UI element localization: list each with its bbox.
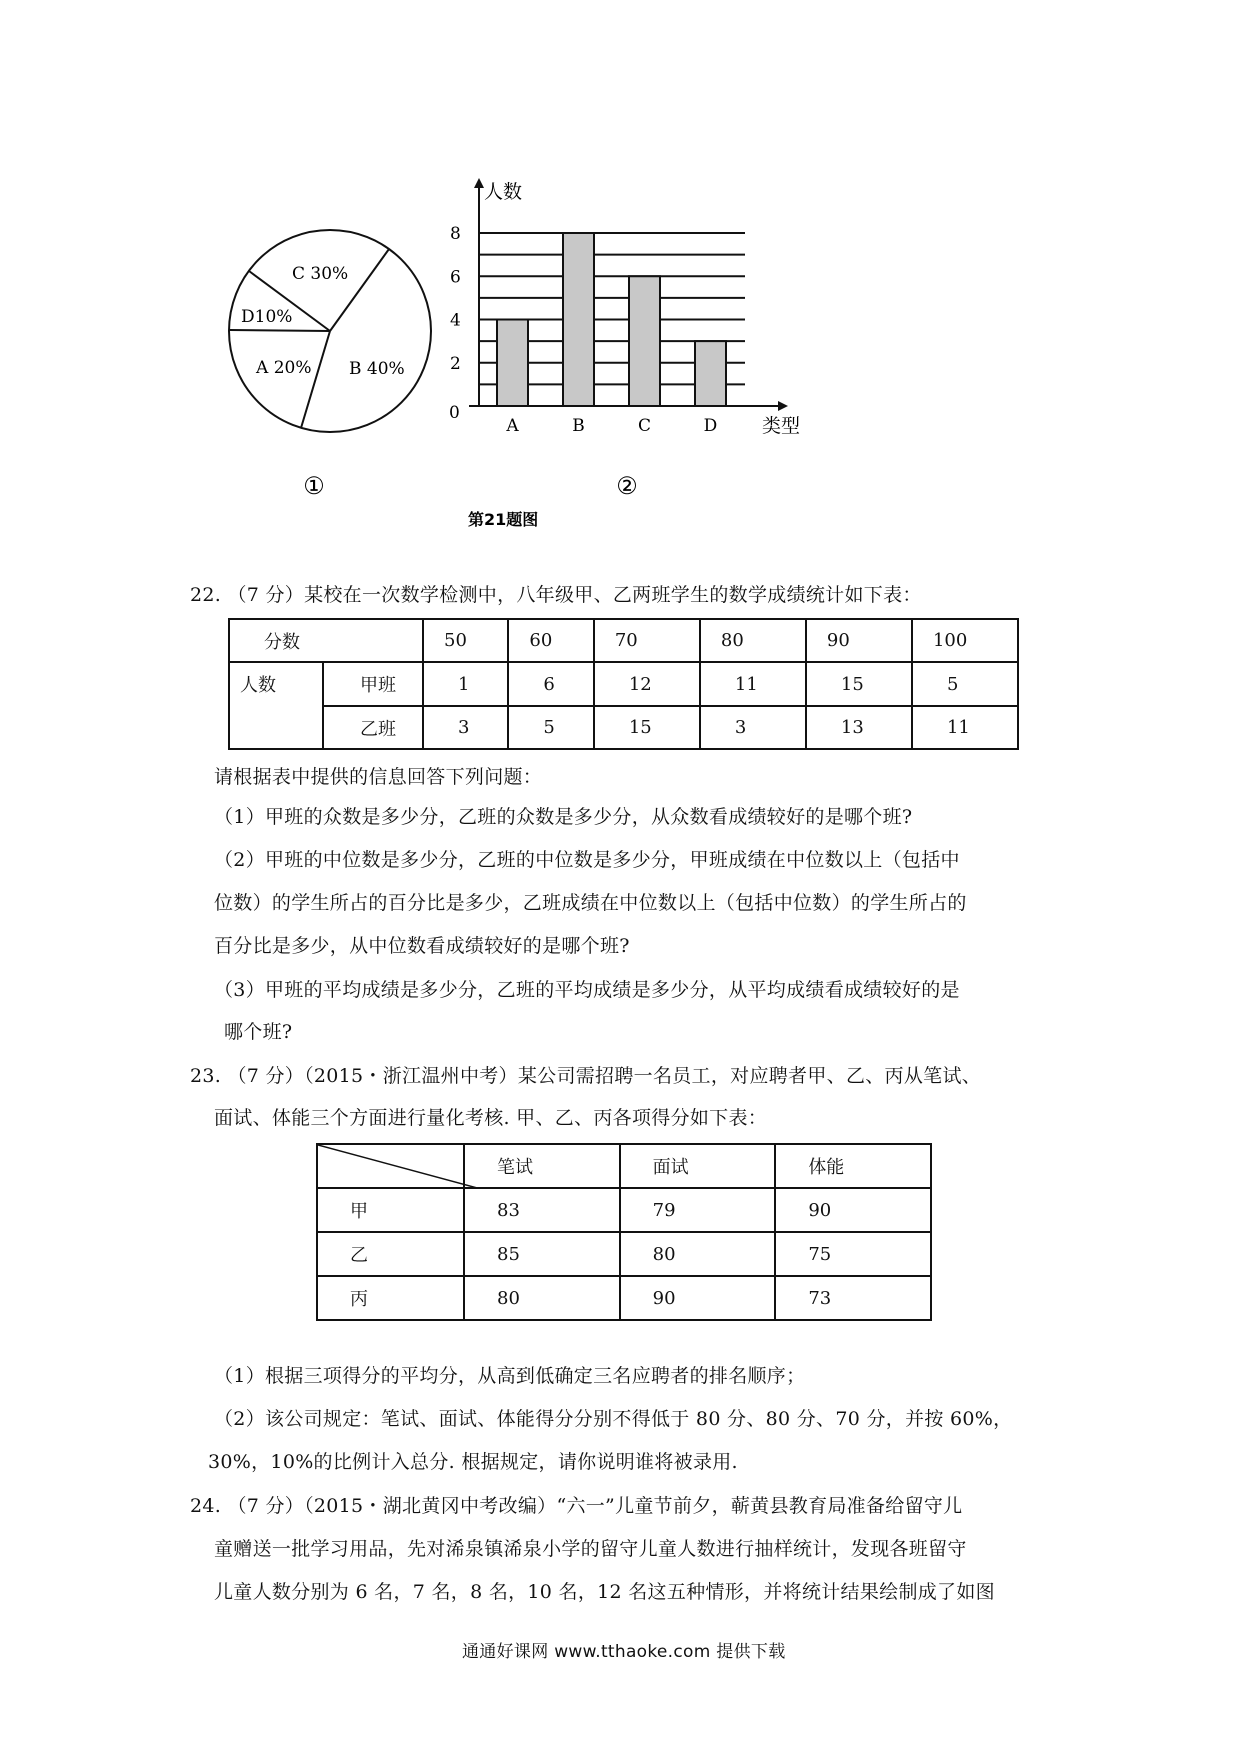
q22-score-cell: 80: [700, 619, 806, 662]
q23-line1: 23. （7 分）（2015・浙江温州中考）某公司需招聘一名员工，对应聘者甲、乙、丙从笔试、: [190, 1065, 982, 1087]
pie-chart: [229, 230, 431, 432]
q22-cell: 11: [700, 662, 806, 706]
q23-sub1: （1）根据三项得分的平均分，从高到低确定三名应聘者的排名顺序；: [214, 1365, 806, 1387]
q22-score-header: 分数: [229, 619, 423, 662]
pie-divider-b-a: [301, 331, 330, 428]
y-tick-label: 6: [450, 267, 461, 288]
q24-line2: 童赠送一批学习用品，先对浠泉镇浠泉小学的留守儿童人数进行抽样统计，发现各班留守: [214, 1538, 967, 1560]
q23-sub2-l1: （2）该公司规定：笔试、面试、体能得分分别不得低于 80 分、80 分、70 分，并按 60%，: [214, 1408, 1013, 1430]
pie-divider-a-d: [230, 330, 330, 331]
q22-sub3-l1: （3）甲班的平均成绩是多少分，乙班的平均成绩是多少分，从平均成绩看成绩较好的是: [214, 979, 960, 1001]
q22-prompt: 请根据表中提供的信息回答下列问题：: [214, 766, 543, 788]
x-tick-label: A: [506, 416, 519, 436]
pie-slice-b-label: B 40%: [349, 359, 405, 379]
q23-cell: 90: [620, 1276, 776, 1320]
x-tick-label: B: [572, 416, 585, 436]
y-tick-label: 4: [450, 310, 461, 331]
bar-chart: [449, 178, 800, 437]
q23-cell: 73: [775, 1276, 931, 1320]
q23-cell: 90: [775, 1188, 931, 1232]
x-tick-label: C: [637, 416, 652, 436]
q23-corner-cell: [317, 1144, 464, 1188]
q22-cell: 15: [594, 706, 700, 749]
q23-row-label: 丙: [317, 1276, 464, 1320]
q22-sub2-l2: 位数）的学生所占的百分比是多少，乙班成绩在中位数以上（包括中位数）的学生所占的: [214, 892, 967, 914]
q22-count-header: 人数: [229, 662, 323, 749]
q22-cell: 5: [508, 706, 593, 749]
q22-cell: 6: [508, 662, 593, 706]
q23-header-cell: 笔试: [464, 1144, 620, 1188]
q22-cell: 12: [594, 662, 700, 706]
q23-cell: 75: [775, 1232, 931, 1276]
q22-cell: 5: [912, 662, 1018, 706]
q22-sub3-l2: 哪个班?: [224, 1021, 293, 1043]
pie-slice-d-label: D10%: [241, 307, 293, 327]
q22-score-cell: 50: [423, 619, 508, 662]
q22-cell: 3: [423, 706, 508, 749]
bar-D: [695, 341, 726, 406]
q22-score-cell: 70: [594, 619, 700, 662]
pie-slice-c-label: C 30%: [292, 264, 349, 284]
q23-table: [316, 1143, 932, 1321]
q22-row-label: 乙班: [323, 706, 423, 749]
q22-table: [228, 618, 1019, 750]
q24-line1: 24. （7 分）（2015・湖北黄冈中考改编）“六一”儿童节前夕，蕲黄县教育局准备给留守儿: [190, 1495, 963, 1517]
q23-table-wrap: [316, 1143, 932, 1319]
bar-yticks: [449, 224, 461, 423]
q22-cell: 13: [806, 706, 912, 749]
x-axis-arrow: [778, 401, 788, 411]
q23-line2: 面试、体能三个方面进行量化考核. 甲、乙、丙各项得分如下表：: [214, 1107, 768, 1129]
q23-sub2-l2: 30%，10%的比例计入总分. 根据规定，请你说明谁将被录用.: [208, 1451, 738, 1473]
q22-sub2-l3: 百分比是多少，从中位数看成绩较好的是哪个班?: [214, 935, 630, 957]
pie-divider-c-b: [330, 249, 389, 331]
q23-row-label: 甲: [317, 1188, 464, 1232]
q22-cell: 11: [912, 706, 1018, 749]
q23-header-cell: 体能: [775, 1144, 931, 1188]
q23-cell: 85: [464, 1232, 620, 1276]
q22-cell: 1: [423, 662, 508, 706]
pie-figure-label: ①: [303, 472, 325, 500]
q23-corner-diagonal: [318, 1145, 481, 1189]
x-tick-label: D: [703, 416, 718, 436]
figure-caption: 第21题图: [468, 510, 539, 529]
y-tick-label: 8: [450, 224, 461, 244]
y-axis-arrow: [474, 178, 484, 188]
q23-cell: 83: [464, 1188, 620, 1232]
q22-sub1: （1）甲班的众数是多少分，乙班的众数是多少分，从众数看成绩较好的是哪个班?: [214, 806, 913, 828]
figure-21: [0, 0, 1240, 560]
bar-xticks: [505, 416, 717, 436]
page-footer: 通通好课网 www.tthaoke.com 提供下载: [462, 1642, 786, 1662]
q22-row-label: 甲班: [323, 662, 423, 706]
x-axis-label: 类型: [762, 415, 801, 437]
q24-line3: 儿童人数分别为 6 名，7 名，8 名，10 名，12 名这五种情形，并将统计结果绘制成了如图: [214, 1581, 995, 1603]
q23-cell: 79: [620, 1188, 776, 1232]
q22-cell: 15: [806, 662, 912, 706]
q23-header-cell: 面试: [620, 1144, 776, 1188]
bar-B: [563, 233, 594, 406]
q23-cell: 80: [620, 1232, 776, 1276]
bar-figure-label: ②: [616, 472, 638, 500]
q22-score-cell: 60: [508, 619, 593, 662]
y-tick-label: 0: [449, 403, 460, 423]
q22-line1: 22. （7 分）某校在一次数学检测中，八年级甲、乙两班学生的数学成绩统计如下表：: [190, 584, 922, 606]
q22-cell: 3: [700, 706, 806, 749]
bar-C: [629, 276, 660, 406]
q23-row-label: 乙: [317, 1232, 464, 1276]
y-axis-label: 人数: [484, 181, 523, 203]
q22-sub2-l1: （2）甲班的中位数是多少分，乙班的中位数是多少分，甲班成绩在中位数以上（包括中: [214, 849, 960, 871]
q22-score-cell: 100: [912, 619, 1018, 662]
bar-A: [497, 320, 528, 407]
y-tick-label: 2: [450, 353, 461, 374]
pie-slice-a-label: A 20%: [256, 358, 312, 378]
q22-score-cell: 90: [806, 619, 912, 662]
q23-cell: 80: [464, 1276, 620, 1320]
